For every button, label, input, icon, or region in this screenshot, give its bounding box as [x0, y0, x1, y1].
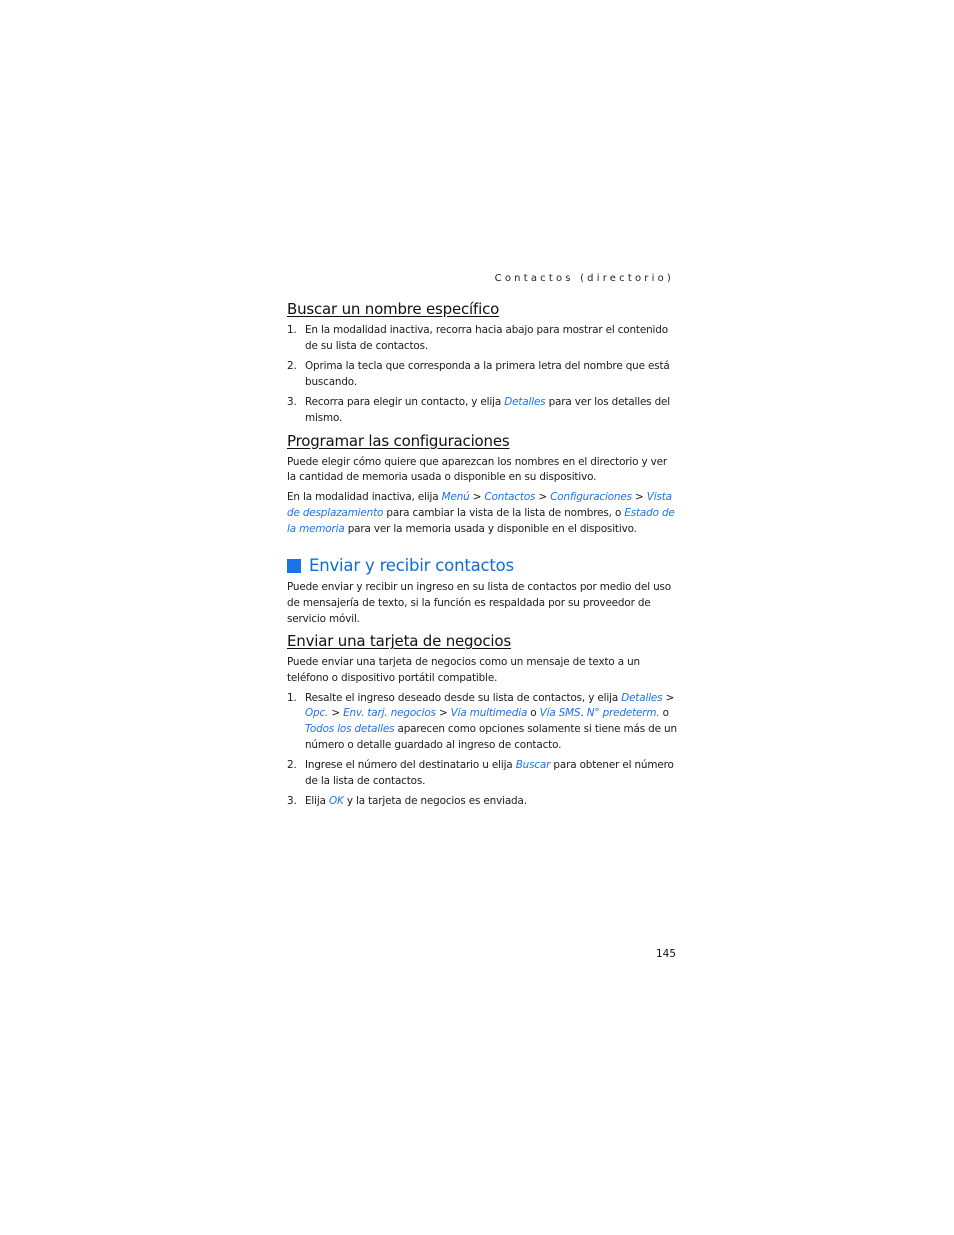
- step-text: Oprima la tecla que corresponda a la primera letra del nombre que está buscando.: [305, 359, 670, 388]
- ui-term-contactos: Contactos: [484, 491, 536, 504]
- blue-square-icon: [287, 559, 301, 573]
- ui-term-env-tarj: Env. tarj. negocios: [343, 707, 436, 720]
- text: aparecen como opciones solamente si tiene más de un número o detalle guardado al ingreso de contacto.: [305, 723, 677, 751]
- text: En la modalidad inactiva, elija: [287, 491, 442, 504]
- text: o: [659, 707, 669, 720]
- list-item: [287, 359, 679, 390]
- list-item: [287, 323, 679, 354]
- running-head: Contactos (directorio): [494, 273, 674, 284]
- separator: >: [435, 707, 451, 720]
- paragraph: Puede elegir cómo quiere que aparezcan los nombres en el directorio y ver la cantidad de memoria usada o disponible en su dispositivo.: [287, 455, 668, 484]
- ui-term-menu: Menú: [441, 491, 470, 504]
- step-text: Recorra para elegir un contacto, y elija: [305, 395, 505, 408]
- ui-term-opc: Opc.: [305, 707, 329, 720]
- text: o: [527, 707, 540, 720]
- step-text: para ver los detalles del mismo.: [305, 395, 671, 424]
- ui-term-configuraciones: Configuraciones: [550, 491, 632, 504]
- section-title: Enviar y recibir contactos: [309, 556, 514, 576]
- list-item: [287, 691, 679, 754]
- subheading-programar: Programar las configuraciones: [287, 431, 510, 450]
- paragraph: [287, 490, 679, 537]
- page-number: 145: [655, 948, 676, 960]
- paragraph: Puede enviar una tarjeta de negocios como un mensaje de texto a un teléfono o dispositivo portátil compatible.: [287, 656, 640, 685]
- list-item: [287, 794, 679, 810]
- separator: >: [662, 691, 675, 704]
- ui-term-via-sms: Vía SMS: [539, 707, 581, 720]
- ui-term-buscar: Buscar: [515, 759, 551, 772]
- ui-term-detalles: Detalles: [504, 395, 546, 408]
- text: .: [580, 707, 587, 720]
- separator: >: [535, 491, 551, 504]
- step-number: 2.: [287, 359, 297, 372]
- step-number: 1.: [287, 324, 297, 336]
- text: para cambiar la vista de la lista de nombres, o: [383, 506, 625, 519]
- section-heading: [287, 555, 679, 577]
- document-page: [287, 0, 679, 1235]
- paragraph: Puede enviar y recibir un ingreso en su lista de contactos por medio del uso de mensajería de texto, si la función es respaldada por su proveedor de servicio móvil.: [287, 581, 671, 625]
- text: Elija: [305, 794, 329, 807]
- text: para ver la memoria usada y disponible en el dispositivo.: [344, 522, 637, 535]
- text: Resalte el ingreso deseado desde su lista de contactos, y elija: [305, 691, 622, 704]
- text: Ingrese el número del destinatario u elija: [305, 759, 516, 772]
- text: y la tarjeta de negocios es enviada.: [343, 794, 527, 807]
- subheading-buscar: Buscar un nombre específico: [287, 300, 500, 318]
- subheading-tarjeta: Enviar una tarjeta de negocios: [287, 632, 511, 651]
- ui-term-n-predeterm: N° predeterm.: [586, 707, 660, 720]
- step-number: 3.: [287, 794, 297, 807]
- step-number: 3.: [287, 395, 297, 408]
- separator: >: [328, 707, 344, 720]
- page-content: [287, 299, 679, 814]
- ui-term-vista: Vista de desplazamiento: [287, 491, 672, 519]
- steps-tarjeta: [287, 691, 679, 810]
- separator: >: [469, 491, 485, 504]
- step-text: En la modalidad inactiva, recorra hacia abajo para mostrar el contenido de su lista de contactos.: [305, 324, 668, 352]
- ui-term-estado: Estado de la memoria: [287, 506, 675, 535]
- list-item: [287, 395, 679, 426]
- list-item: [287, 758, 679, 789]
- step-number: 1.: [287, 691, 297, 704]
- steps-buscar: [287, 323, 679, 426]
- text: para obtener el número de la lista de contactos.: [305, 759, 674, 787]
- step-number: 2.: [287, 759, 297, 772]
- separator: >: [631, 491, 647, 504]
- ui-term-via-multimedia: Vía multimedia: [450, 707, 528, 720]
- ui-term-ok: OK: [329, 794, 344, 807]
- ui-term-detalles: Detalles: [621, 691, 663, 704]
- ui-term-todos-detalles: Todos los detalles: [305, 723, 395, 736]
